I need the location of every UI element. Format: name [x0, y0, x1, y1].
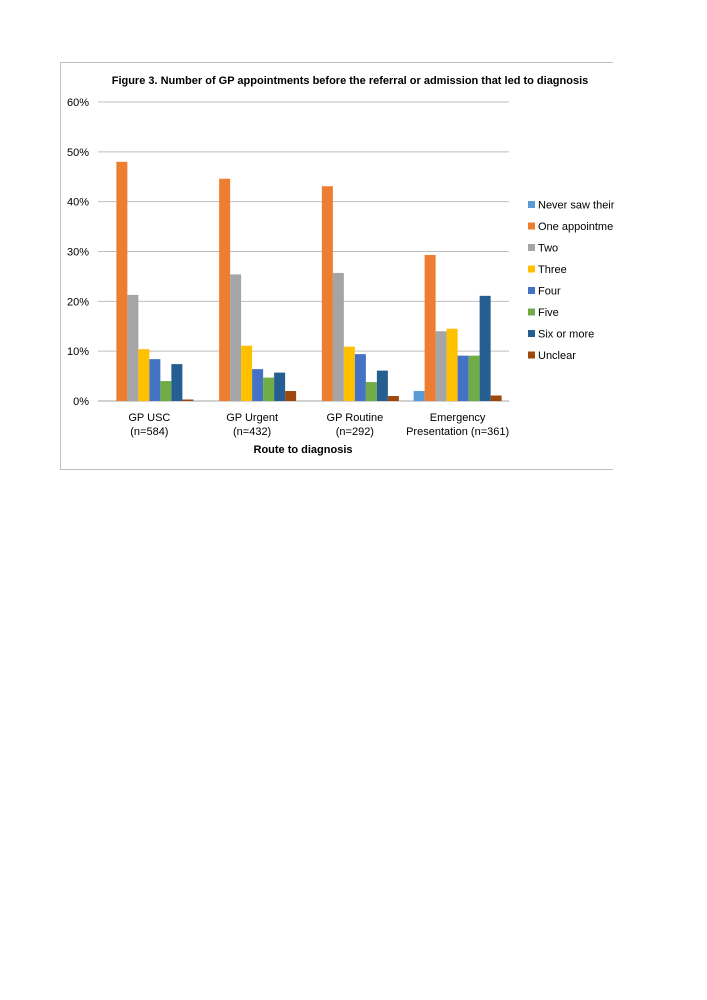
x-tick-label: (n=584) — [130, 426, 169, 438]
x-axis — [128, 412, 509, 438]
legend-label: Two — [538, 242, 559, 255]
y-axis — [67, 97, 89, 408]
legend — [528, 200, 615, 363]
bar — [322, 186, 333, 401]
y-tick-label: 10% — [66, 346, 89, 359]
legend-label: Five — [538, 307, 559, 319]
bar — [219, 179, 230, 401]
bar — [171, 364, 182, 401]
bar — [230, 274, 241, 401]
x-tick-label: GP Urgent — [226, 412, 279, 424]
legend-swatch — [528, 287, 535, 294]
bar — [274, 373, 285, 401]
bar — [388, 396, 399, 401]
y-tick-label: 60% — [66, 97, 89, 109]
bar — [425, 255, 436, 401]
legend-label: Three — [538, 264, 567, 276]
bar — [182, 400, 193, 401]
legend-swatch — [528, 330, 535, 337]
bar — [377, 371, 388, 401]
x-tick-label: GP Routine — [326, 412, 384, 424]
bar — [458, 356, 469, 401]
bar — [447, 329, 458, 401]
legend-swatch — [528, 223, 535, 230]
y-tick-label: 20% — [66, 296, 89, 309]
bar — [263, 378, 274, 401]
y-tick-label: 30% — [66, 246, 89, 259]
legend-swatch — [528, 266, 535, 273]
x-tick-label: (n=292) — [335, 426, 374, 438]
legend-swatch — [528, 309, 535, 316]
bar — [149, 359, 160, 401]
bar — [138, 349, 149, 401]
legend-swatch — [528, 201, 535, 208]
bar — [333, 273, 344, 401]
bar — [344, 347, 355, 401]
bar — [414, 391, 425, 401]
bar — [252, 369, 263, 401]
legend-label: Six or more — [538, 328, 595, 341]
bar — [127, 295, 138, 401]
legend-label: Four — [538, 285, 561, 298]
x-axis-label: Route to diagnosis — [253, 444, 353, 456]
bar — [285, 391, 296, 401]
legend-label: Never saw their — [538, 199, 615, 212]
bar — [160, 381, 171, 401]
y-tick-label: 0% — [73, 396, 89, 408]
bar — [469, 356, 480, 401]
y-tick-label: 50% — [66, 146, 89, 159]
bar — [355, 354, 366, 401]
bar — [436, 331, 447, 401]
legend-label: One appointme — [538, 221, 614, 233]
x-tick-label: (n=432) — [233, 426, 272, 438]
bar — [480, 296, 491, 401]
x-tick-label: Emergency — [429, 412, 486, 424]
bar — [116, 162, 127, 401]
bar — [241, 346, 252, 401]
x-tick-label: Presentation (n=361) — [406, 426, 510, 438]
legend-label: Unclear — [538, 350, 576, 362]
y-tick-label: 40% — [66, 196, 89, 209]
x-tick-label: GP USC — [128, 412, 171, 424]
bar — [491, 396, 502, 401]
legend-swatch — [528, 244, 535, 251]
legend-swatch — [528, 352, 535, 359]
bars — [116, 162, 501, 401]
bar — [366, 382, 377, 401]
chart-title: Figure 3. Number of GP appointments before the referral or admission that led to diagnosis — [111, 75, 589, 87]
